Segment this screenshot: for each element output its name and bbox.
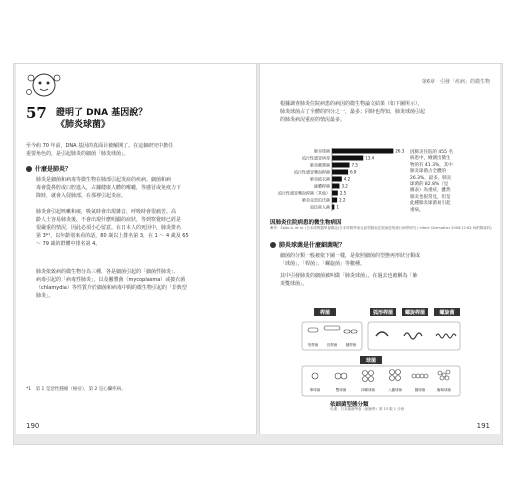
cocci-sub-label: 鏈球菌 bbox=[414, 388, 426, 392]
diagram-source: 出處：日本細菌學會《細菌學》第 15 版 1 分冊 bbox=[330, 407, 405, 411]
chain-rod-shape bbox=[351, 330, 357, 333]
chart-bar bbox=[332, 163, 350, 168]
bullet-icon bbox=[26, 166, 32, 172]
mascot-icon bbox=[24, 70, 64, 100]
text-line: 肺炎球菌占全體的 bbox=[410, 169, 446, 175]
intro-line: 重要角色的，是引起肺炎的細菌「肺炎球菌」。 bbox=[26, 151, 129, 157]
text-line: 圖表）為重症，雖然 bbox=[410, 188, 451, 194]
chart-category-label: 肺炎克雷伯氏菌 bbox=[302, 197, 330, 203]
spirochete-shape bbox=[436, 334, 456, 338]
chart-bar bbox=[332, 170, 348, 175]
right-page bbox=[260, 64, 500, 434]
running-head: 第6章 引發「疾病」的微生物 bbox=[421, 79, 490, 85]
cocci-sub-label: 葡萄球菌 bbox=[437, 388, 451, 392]
paragraph bbox=[270, 272, 492, 288]
diagram-caption: 依細菌型態分類 bbox=[330, 402, 369, 408]
left-page bbox=[16, 64, 256, 434]
chart-bar bbox=[332, 177, 342, 182]
text-line: 降時，就會入侵肺部，在那裡引起炎症。 bbox=[36, 193, 127, 199]
chart-category-label: 流行性感冒病毒 bbox=[302, 155, 330, 161]
cocci-sub-label: 八疊球菌 bbox=[388, 388, 402, 392]
text-line: 肺炎會引起咳嗽和痰，吸氣時會出現雜音，呼吸時會很痛苦。高 bbox=[36, 209, 177, 215]
short-rod-shape bbox=[308, 328, 318, 332]
chart-source: 參考：Saito A, et al. (日本呼吸器學會雜誌)日本呼吸學會社區型肺炎住院病患的流行病學研究 J Infect Chemother 2006;12:63-9(附錄資料) bbox=[270, 226, 492, 230]
tetrad-shape bbox=[369, 371, 374, 376]
chart-category-label: 流行性感冒嗜血桿菌（其他） bbox=[278, 190, 330, 196]
sarcina-shape bbox=[390, 376, 395, 381]
text-line: 的肺炎病況重症的情況最多。 bbox=[280, 117, 346, 123]
cocci-sub-label: 單球菌 bbox=[309, 388, 321, 392]
text-line: 細菌的分類一般被依下圖一樣，是依照細菌的型態再形狀分類成 bbox=[280, 253, 421, 259]
chart-category-label: 肺炎披衣菌 bbox=[310, 176, 330, 182]
chain-rod-shape bbox=[344, 330, 350, 333]
diplococcus-shape bbox=[335, 373, 341, 379]
chart-value-label: 4.2 bbox=[343, 176, 351, 182]
chart-bar bbox=[332, 184, 339, 189]
text-line: 肺炎球菌占了全體的四分之一，最多；同時也得知，肺炎球菌引起 bbox=[280, 109, 426, 115]
text-line: 病毒引起的「病毒性肺炎」，以及黴漿菌（mycoplasma）或披衣菌 bbox=[36, 277, 186, 283]
sarcina-shape bbox=[396, 370, 401, 375]
section-heading bbox=[270, 240, 345, 249]
chart-value-label: 2.2 bbox=[339, 197, 346, 203]
staphylococcus-shape bbox=[445, 376, 449, 380]
curved-rod-shape bbox=[376, 332, 388, 336]
text-line: 很嚴重的情況，因此必須小心留意。在日本人的死因中，肺炎排名 bbox=[36, 225, 182, 231]
staphylococcus-shape bbox=[438, 371, 442, 375]
text-line: 毒會從鼻腔或口腔進入，占據健康人體的喉嚨，等感冒或免疫力下 bbox=[36, 185, 182, 191]
page-number: 190 bbox=[26, 422, 40, 430]
section-title: 肺炎球菌是什麼細菌呢？ bbox=[279, 242, 346, 249]
paragraph bbox=[26, 208, 248, 248]
tag-cocci-label: 球菌 bbox=[365, 358, 377, 364]
chart-category-label: 肺炎球菌 bbox=[314, 148, 330, 154]
coccus-shape bbox=[312, 373, 318, 379]
paragraph bbox=[26, 176, 248, 200]
chart-bar bbox=[332, 191, 338, 196]
text-line: 肺炎依致病的微生物分為三種，各是細菌引起的「細菌性肺炎」、 bbox=[36, 269, 179, 275]
tetrad-shape bbox=[363, 371, 368, 376]
chart-bar bbox=[332, 149, 393, 154]
cocci-sub-label: 雙球菌 bbox=[335, 388, 347, 392]
text-line: 齡人士容易肺炎後，不會出現什麼明顯的症狀，等到察覺時已經是 bbox=[36, 217, 182, 223]
text-line: 肺炎是細菌和病毒等微生物在肺部引起炎症的疾病。細菌和病 bbox=[36, 177, 172, 183]
bullet-icon bbox=[270, 242, 276, 248]
chart-value-label: 2.5 bbox=[339, 190, 347, 196]
chapter-number: 57 bbox=[26, 104, 47, 122]
streptococcus-shape bbox=[412, 374, 416, 378]
tag-curved-label: 弧形桿菌 bbox=[372, 310, 394, 316]
text-line: 其中引發肺炎的細菌被叫做「肺炎球菌」。在過去也被稱為「肺 bbox=[280, 273, 418, 279]
text-line: 根據調查肺炎住院病患的病因的微生物論文結果（如下圖所示）， bbox=[280, 101, 423, 107]
text-line: 病患中，檢測出微生 bbox=[410, 156, 451, 162]
cocci-sub-label: 四聯球菌 bbox=[361, 388, 375, 392]
chart-caption: 因肺炎住院病患的微生物病因 bbox=[270, 220, 342, 226]
tag-rod-label: 桿菌 bbox=[319, 310, 331, 316]
tetrad-shape bbox=[369, 377, 374, 382]
rod-sub-label: 短桿菌 bbox=[307, 343, 319, 347]
rod-sub-label: 長桿菌 bbox=[326, 343, 338, 347]
chart-value-label: 3.2 bbox=[341, 183, 348, 189]
text-line: （chlamydia）等性質介於細菌和病毒中間的微生物引起的「非典型 bbox=[36, 285, 187, 291]
text-line: 炎雙球菌」。 bbox=[280, 281, 308, 287]
chart-value-label: 13.4 bbox=[365, 155, 375, 161]
paragraph bbox=[270, 252, 492, 268]
staphylococcus-shape bbox=[440, 376, 444, 380]
page-number: 191 bbox=[476, 422, 490, 430]
streptococcus-shape bbox=[420, 374, 424, 378]
text-line: ～ 79 歲的群體中排名第 4。 bbox=[36, 241, 101, 247]
intro-text bbox=[26, 142, 248, 158]
chart-category-label: 退伍軍人菌 bbox=[310, 204, 330, 210]
chart-value-label: 26.3 bbox=[395, 148, 405, 154]
long-rod-shape bbox=[324, 326, 340, 330]
staphylococcus-shape bbox=[446, 370, 450, 374]
spiral-rod-shape bbox=[404, 333, 422, 339]
text-line: 肺炎」。 bbox=[36, 293, 54, 299]
chart-value-label: 6.9 bbox=[350, 169, 357, 175]
chart-value-label: 7.5 bbox=[351, 162, 358, 168]
sarcina-shape bbox=[390, 370, 395, 375]
chart-value-label: 1 bbox=[336, 204, 339, 210]
footnote: *1 第 1 是惡性腫瘤（癌症），第 2 是心臟疾病。 bbox=[26, 387, 126, 392]
streptococcus-shape bbox=[424, 374, 428, 378]
section-heading bbox=[26, 164, 71, 173]
diplococcus-shape bbox=[341, 373, 347, 379]
curved-box bbox=[368, 322, 460, 350]
paragraph bbox=[270, 100, 492, 124]
streptococcus-shape bbox=[416, 374, 420, 378]
chart-category-label: 肺炎黴漿菌 bbox=[310, 162, 330, 168]
page-subtitle: 《肺炎球菌》 bbox=[56, 120, 111, 130]
paragraph bbox=[26, 268, 248, 300]
intro-line: 至今約 70 年前，DNA 基因的真面目被解開了。在這個研究中擔任 bbox=[26, 143, 174, 149]
text-line: 物的有 41.3%，其中 bbox=[410, 162, 453, 168]
text-line: 26.3%，最多。肺炎 bbox=[410, 175, 452, 181]
tetrad-shape bbox=[363, 377, 368, 382]
bacteria-shapes-diagram bbox=[300, 308, 462, 398]
text-line: 肺炎也很常見，但是 bbox=[410, 194, 451, 200]
rod-sub-label: 鏈桿菌 bbox=[345, 343, 357, 347]
text-line: 第 3*¹，以年齡別來看的話，80 歲以上排名第 3，在 1 ～ 4 歲及 65 bbox=[36, 233, 189, 239]
text-line: 此種肺炎球菌易引起 bbox=[410, 201, 451, 207]
chart-bar bbox=[332, 156, 363, 161]
open-book bbox=[14, 64, 502, 444]
text-line: 球菌的 82.8%（見 bbox=[410, 182, 449, 188]
sarcina-shape bbox=[396, 376, 401, 381]
section-title: 什麼是肺炎？ bbox=[35, 166, 72, 173]
text-line: 「球菌」、「桿菌」、「螺旋菌」等數種。 bbox=[280, 261, 366, 267]
chart-category-label: 綠膿桿菌 bbox=[314, 183, 330, 189]
chart-category-label: 流行性感冒嗜血桿菌 bbox=[294, 169, 330, 175]
tag-spiral-label: 螺旋桿菌 bbox=[404, 310, 426, 316]
tag-spirochete-label: 螺旋菌 bbox=[439, 310, 455, 316]
text-line: 重病。 bbox=[410, 207, 424, 213]
page-title: 證明了 DNA 基因說？ bbox=[56, 108, 148, 118]
chart-note bbox=[410, 150, 490, 214]
text-line: 因肺炎住院的 455 名 bbox=[410, 150, 453, 155]
chart-bar bbox=[332, 198, 337, 203]
chart-bar bbox=[332, 205, 334, 210]
